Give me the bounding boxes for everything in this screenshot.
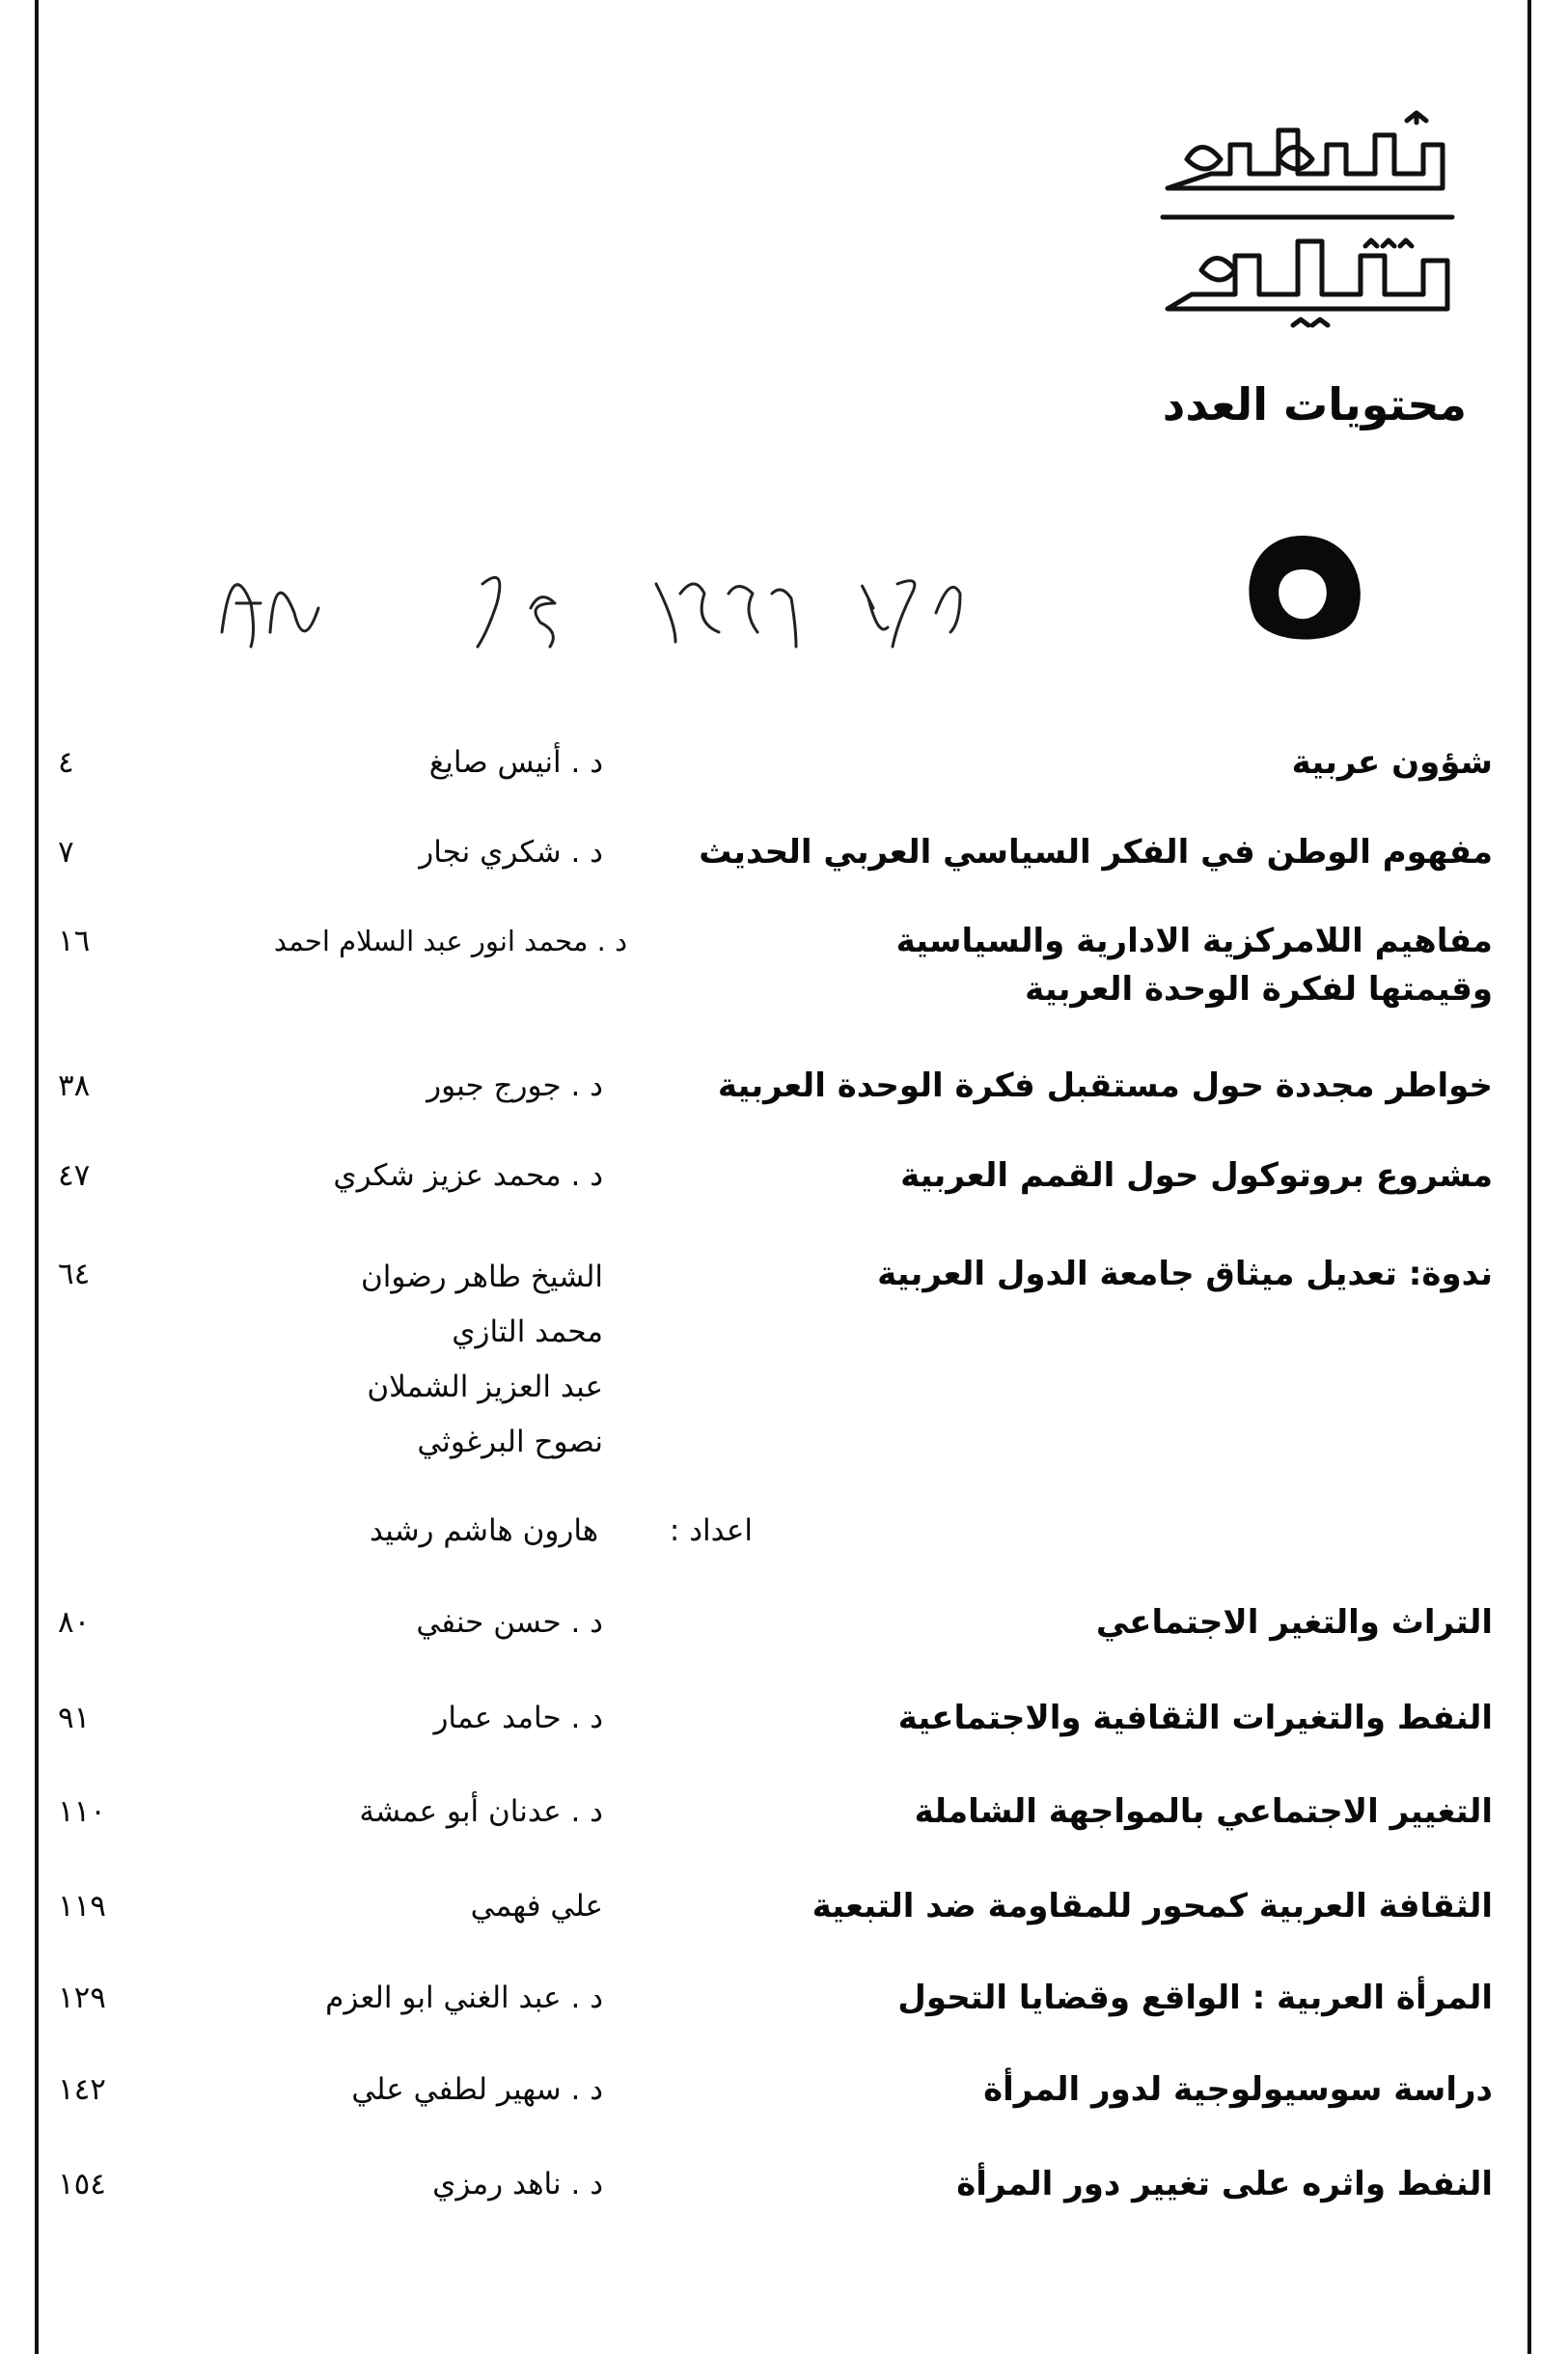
magazine-logo [1148,101,1467,328]
article-title[interactable]: النفط واثره على تغيير دور المرأة [956,2165,1493,2203]
page-number: ١٢٩ [58,1980,106,2015]
toc-row [0,1062,1568,1120]
toc-row [0,2160,1568,2218]
toc-row [0,1694,1568,1752]
toc-row [0,1974,1568,2032]
prepared-by-name: هارون هاشم رشيد [369,1513,599,1548]
page-number: ١٥٤ [58,2167,106,2202]
page-number: ١١٠ [58,1794,106,1829]
toc-row [0,2065,1568,2123]
page-number: ٤ [58,745,74,780]
article-title[interactable] [528,917,1493,1013]
issue-number-art [1235,526,1370,651]
magazine-logo-art [1148,101,1467,328]
article-author: د . حامد عمار [433,1701,603,1735]
article-title[interactable]: الثقافة العربية كمحور للمقاومة ضد التبعية [812,1887,1493,1925]
article-author: د . عبد الغني ابو العزم [325,1980,603,2015]
handwritten-note [193,526,1380,661]
article-title-line-1: مفاهيم اللامركزية الادارية والسياسية [895,922,1493,960]
issue-number-badge [1235,526,1370,651]
article-title[interactable]: التراث والتغير الاجتماعي [1095,1603,1493,1642]
page-number: ٩١ [58,1701,91,1735]
article-title-line-2: وقيمتها لفكرة الوحدة العربية [1025,970,1493,1009]
prepared-by-line [174,1507,753,1555]
article-title[interactable]: مفهوم الوطن في الفكر السياسي العربي الحديث [699,833,1493,872]
participant: عبد العزيز الشملان [367,1370,603,1404]
page-number: ٣٨ [58,1068,91,1103]
page-number: ٨٠ [58,1605,91,1640]
participant: محمد التازي [452,1315,603,1349]
page-number: ١١٩ [58,1889,106,1924]
article-title[interactable]: ندوة: تعديل ميثاق جامعة الدول العربية [877,1255,1493,1293]
article-title[interactable]: المرأة العربية : الواقع وقضايا التحول [897,1979,1493,2017]
page-number: ٧ [58,835,74,870]
symposium-participants [174,1250,603,1470]
page-number: ١٤٢ [58,2072,106,2107]
article-author: د . جورج جبور [426,1068,603,1103]
contents-heading: محتويات العدد [1162,378,1467,430]
article-author: د . عدنان أبو عمشة [359,1794,603,1829]
article-author: علي فهمي [470,1889,603,1924]
article-title[interactable]: التغيير الاجتماعي بالمواجهة الشاملة [914,1792,1493,1831]
prepared-by-label: اعداد : [669,1513,753,1548]
article-author: د . ناهد رمزي [432,2167,603,2202]
toc-row [0,1598,1568,1656]
article-author: د . سهير لطفي علي [351,2072,603,2107]
participant: نصوح البرغوثي [417,1425,603,1459]
article-author: د . حسن حنفي [416,1605,603,1640]
article-author: د . محمد انور عبد السلام احمد [273,925,627,957]
article-author: د . شكري نجار [419,835,603,870]
article-title[interactable]: شؤون عربية [1291,743,1493,782]
article-author: د . أنيس صايغ [428,745,603,780]
toc-row [0,1787,1568,1845]
toc-row [0,1250,1568,1482]
article-title[interactable]: النفط والتغيرات الثقافية والاجتماعية [897,1699,1493,1737]
toc-row [0,1882,1568,1940]
page-number: ٦٤ [58,1257,91,1291]
toc-row [0,738,1568,796]
article-title[interactable]: مشروع بروتوكول حول القمم العربية [900,1156,1493,1195]
participant: الشيخ طاهر رضوان [360,1260,603,1294]
article-title[interactable]: دراسة سوسيولوجية لدور المرأة [983,2070,1493,2109]
article-title[interactable]: خواطر مجددة حول مستقبل فكرة الوحدة العربية [717,1066,1493,1105]
toc-row [0,917,1568,1023]
handwritten-note-art [193,526,1380,661]
page-number: ٤٧ [58,1158,91,1193]
toc-row [0,828,1568,886]
toc-row [0,1151,1568,1209]
article-author: د . محمد عزيز شكري [333,1158,603,1193]
page-number: ١٦ [58,924,91,958]
